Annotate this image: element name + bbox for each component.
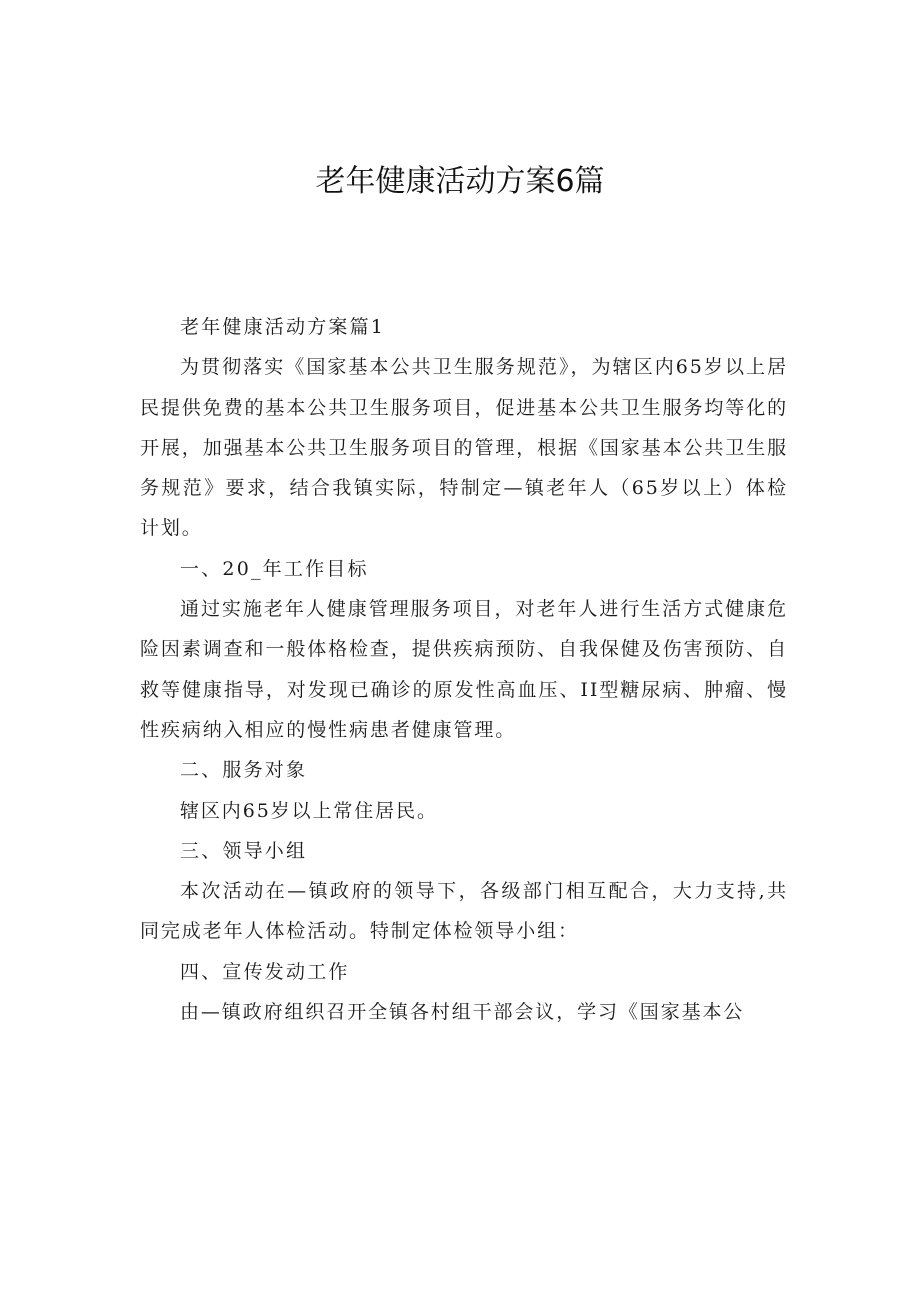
intro-paragraph: 为贯彻落实《国家基本公共卫生服务规范》，为辖区内65岁以上居民提供免费的基本公共卫生服务项目，促进基本公共卫生服务均等化的开展，加强基本公共卫生服务项目的管理，根据《国家基本公共卫生服务规范》要求，结合我镇实际，特制定—镇老年人（65岁以上）体检计划。 (140, 356, 788, 540)
section-heading-publicity: 四、宣传发动工作 (180, 960, 350, 983)
publicity-paragraph: 由—镇政府组织召开全镇各村组干部会议，学习《国家基本公 (180, 1001, 745, 1024)
document-body (140, 307, 788, 1032)
leadership-group-paragraph: 本次活动在—镇政府的领导下，各级部门相互配合，大力支持,共同完成老年人体检活动。特制定体检领导小组： (140, 880, 788, 943)
document-title: 老年健康活动方案6篇 (315, 164, 605, 199)
section-heading-part-1: 老年健康活动方案篇1 (180, 316, 386, 338)
service-target-paragraph: 辖区内65岁以上常住居民。 (180, 799, 438, 822)
section-heading-service-target: 二、服务对象 (180, 759, 308, 782)
work-goal-paragraph: 通过实施老年人健康管理服务项目，对老年人进行生活方式健康危险因素调查和一般体格检查，提供疾病预防、自我保健及伤害预防、自救等健康指导，对发现已确诊的原发性高血压、II型糖尿病、肿瘤、慢性疾病纳入相应的慢性病患者健康管理。 (140, 598, 788, 741)
section-heading-work-goal: 一、20_年工作目标 (180, 557, 369, 580)
section-heading-leadership-group: 三、领导小组 (180, 839, 308, 862)
